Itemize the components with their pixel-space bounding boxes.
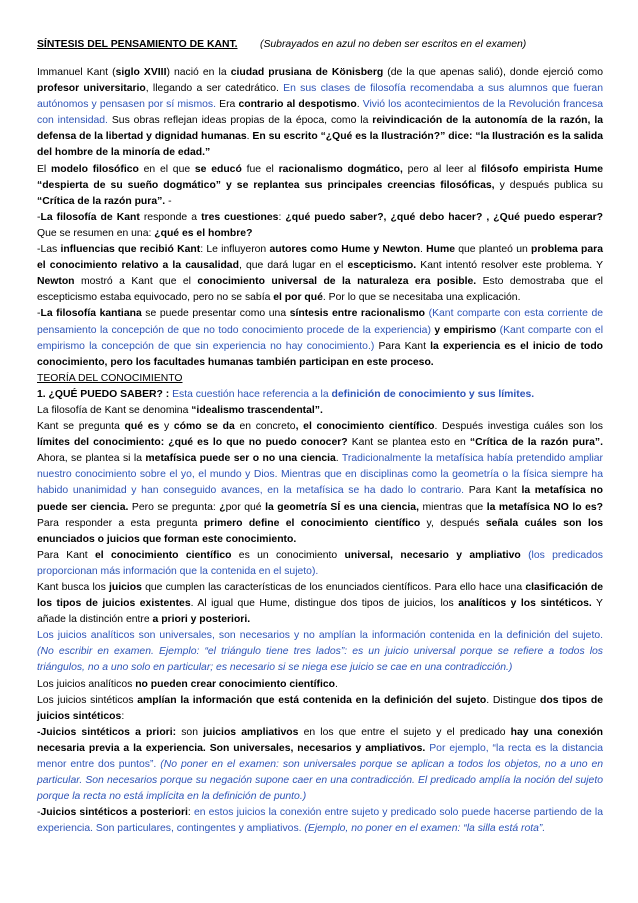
text-run: racionalismo dogmático, [278, 163, 403, 175]
text-run: : [278, 211, 286, 223]
text-run: universal, necesario y ampliativo [344, 549, 521, 561]
text-run: reivindicación de la autonomía de la razón, la defensa de la libertad y dignidad humanas [37, 115, 603, 143]
text-run: no pueden crear conocimiento científico [135, 678, 335, 690]
text-run: (de la que apenas salió), donde ejerció como [383, 67, 603, 78]
text-run: Que se resumen en una: [37, 227, 155, 239]
text-run: que cumplen las características de los enunciados científicos. Para ello hace una [141, 582, 526, 593]
text-run: , que dará lugar en el [238, 260, 348, 272]
text-run: Esto demostraba que el escepticismo estaba equivocado, pero no se sabía [37, 276, 603, 304]
text-run: - [37, 807, 41, 819]
text-run: Pero se pregunta: [128, 501, 220, 513]
text-run: en concreto [234, 421, 296, 433]
text-run: El [37, 163, 51, 175]
text-run: , llegando a ser catedrático. [145, 83, 284, 95]
text-run: filósofo empirista Hume [480, 163, 604, 175]
text-run: es un conocimiento [231, 549, 345, 561]
text-run: hay una conexión necesaria previa a la experiencia. Son universales, necesarios y ampliativos. [37, 726, 603, 754]
text-run: síntesis entre racionalismo [289, 308, 426, 320]
paragraph [37, 419, 603, 548]
text-run: tres cuestiones [201, 211, 279, 223]
text-run: TEORÍA DEL CONOCIMIENTO [37, 372, 183, 384]
text-run: contrario al despotismo [238, 99, 357, 111]
text-run: qué es [124, 421, 160, 433]
text-run: Kant se plantea esto en [347, 437, 470, 449]
text-run: se educó [194, 163, 242, 175]
paragraph [37, 693, 603, 725]
text-run: ciudad prusiana de Könisberg [230, 67, 384, 78]
text-run: clasificación de los tipos de juicios existentes [37, 582, 604, 610]
text-run: Para responder a esta pregunta [37, 517, 204, 529]
text-run: metafísica puede ser o no una ciencia [145, 453, 336, 465]
text-run: mostró a Kant que el [74, 276, 198, 288]
text-run: amplían la información que está contenida en la definición del sujeto [137, 694, 487, 706]
text-run: . Distingue [486, 694, 541, 706]
text-run: (Kant comparte con esta corriente de pensamiento la concepción de que no todo conocimiento procede de la experiencia) [37, 308, 604, 336]
text-run: son [176, 726, 204, 738]
text-run: el por qué [273, 292, 323, 304]
text-run: La filosofía kantiana [40, 308, 142, 320]
paragraph [37, 162, 603, 210]
text-run: la experiencia es el inicio de todo conocimiento, pero los facultades humanas también participan en este proceso. [37, 340, 604, 368]
text-run: ) nació en la [166, 67, 231, 78]
text-run: : Le influyeron [200, 244, 270, 256]
paragraph [37, 210, 603, 242]
text-run: escepticismo. [347, 260, 417, 272]
text-run: en estos juicios la conexión entre sujeto y predicado solo puede hacerse partiendo de la experiencia. Son particulares, contingentes y ampliativos. [37, 807, 603, 835]
text-run: Por ejemplo, “la recta es la distancia menor entre dos puntos”. [37, 742, 604, 771]
text-run: “Crítica de la razón pura”. [469, 437, 603, 449]
text-run: . [246, 131, 253, 143]
text-run: Newton [37, 276, 75, 288]
text-run: mientras que [418, 501, 487, 513]
text-run: “idealismo trascendental”. [191, 404, 323, 416]
text-run: en el que [138, 163, 195, 175]
text-run: : [187, 807, 194, 819]
text-run: el conocimiento científico [94, 549, 232, 561]
text-run [521, 550, 528, 561]
text-run: . [335, 453, 342, 465]
text-run: cómo se da [173, 421, 235, 433]
text-run: que planteó un [454, 244, 532, 256]
text-run: - [37, 308, 41, 320]
text-run: Los juicios sintéticos [37, 694, 138, 706]
text-run: responde a [139, 211, 202, 223]
text-run: ¿qué es el hombre? [154, 227, 253, 239]
text-run: analíticos y los sintéticos. [458, 598, 592, 610]
text-run: . [419, 244, 427, 256]
text-run: . [356, 99, 363, 111]
text-run: (los predicados proporcionan más información que la contenida en el sujeto). [37, 549, 603, 577]
text-run: (Kant comparte con el empirismo la concepción de que sin experiencia no hay conocimiento.) [37, 324, 604, 352]
paragraph [37, 628, 603, 676]
paragraph [37, 242, 603, 306]
text-run: y después publica su [494, 179, 603, 191]
text-run: (No escribir en examen. Ejemplo: “el triángulo tiene tres lados”: es un juicio universal porque se refiere a todos los triángulos, no a uno solo en particular; es necesario si se niega ese juicio se cae en una contradicción.) [37, 646, 603, 674]
text-run: . Por lo que se necesitaba una explicación. [322, 292, 521, 304]
paragraph [37, 387, 603, 403]
paragraph [37, 677, 603, 693]
text-run: en los que entre el sujeto y el predicado [298, 726, 511, 738]
text-run: juicios [108, 582, 142, 593]
text-run: Immanuel Kant ( [37, 67, 116, 78]
text-run: La filosofía de Kant se denomina [37, 404, 192, 416]
text-run: autores como Hume y Newton [269, 244, 420, 256]
text-run: (No poner en el examen: son universales porque se aplican a todos los objetos, no a uno en particular. Son necesarios porque su negación supone caer en una contradicción. El predicado amplía la noción del sujeto porque la recta no está implícita en la definición de punto.) [37, 759, 604, 803]
text-run: Y añade la distinción entre [37, 598, 603, 626]
text-run: definición de conocimiento y sus límites. [331, 388, 535, 400]
text-run: Hume [426, 244, 455, 256]
text-run: límites del conocimiento: ¿qué es lo que no puedo conocer? [37, 437, 348, 449]
text-run: . Al igual que Hume, distingue dos tipos de juicios, los [190, 598, 459, 610]
document-title: SÍNTESIS DEL PENSAMIENTO DE KANT. [37, 39, 238, 50]
text-run: Para Kant [464, 485, 522, 497]
text-run: y empirismo [434, 324, 497, 336]
text-run: . Después investiga cuáles son los [434, 421, 603, 433]
text-run: -Juicios sintéticos a priori: [37, 726, 177, 738]
paragraph [37, 306, 603, 370]
text-run: siglo XVIII [115, 67, 167, 78]
text-run: profesor universitario [37, 83, 146, 95]
text-run: la metafísica no puede ser ciencia. [37, 485, 603, 513]
title-note: (Subrayados en azul no deben ser escritos en el examen) [260, 39, 527, 50]
paragraph [37, 371, 603, 387]
text-run: y [159, 421, 174, 433]
text-run: En sus clases de filosofía recomendaba a sus alumnos que fueran autónomos y pensasen por sí mismos. [37, 83, 603, 111]
text-run: se puede presentar como una [141, 308, 290, 320]
text-run: : [121, 710, 125, 722]
title-row [37, 37, 603, 53]
text-run: Vivió los acontecimientos de la Revolución francesa con intensidad. [37, 99, 603, 127]
paragraph [37, 805, 603, 837]
text-run: Kant se pregunta [37, 421, 125, 433]
paragraph [37, 403, 603, 419]
paragraph [37, 65, 603, 162]
text-run: Juicios sintéticos a posteriori [40, 807, 188, 819]
text-run: pero al leer al [402, 163, 481, 175]
text-run: Esta cuestión hace referencia a la [172, 388, 332, 400]
text-run: Ahora, se plantea si la [37, 453, 146, 465]
text-run: influencias que recibió Kant [60, 244, 201, 256]
text-run: -Las [37, 244, 61, 256]
text-run: En su escrito “¿Qué es la Ilustración?” dice: “la Ilustración es la salida del hombre de la minoría de edad.” [37, 131, 604, 159]
paragraph [37, 548, 603, 580]
text-run: la metafísica NO lo es? [486, 501, 604, 513]
document-body [37, 65, 603, 838]
paragraph [37, 580, 603, 628]
text-run: La filosofía de Kant [40, 211, 140, 223]
text-run: a priori y posteriori. [152, 614, 251, 626]
text-run: por qué [225, 501, 266, 513]
text-run: - [37, 211, 41, 223]
paragraph [37, 725, 603, 805]
text-run: y, después [420, 517, 486, 529]
text-run: Los juicios analíticos son universales, son necesarios y no amplían la información contenida en la definición del sujeto. [37, 630, 603, 642]
text-run: juicios ampliativos [203, 726, 299, 738]
text-run: modelo filosófico [51, 163, 139, 175]
text-run: “despierta de su sueño dogmático” y se replantea sus principales creencias filosóficas, [37, 179, 495, 191]
text-run: (Ejemplo, no poner en el examen: “la silla está rota”. [304, 823, 546, 835]
document-page [37, 37, 603, 838]
text-run: . [334, 678, 338, 690]
text-run: , el conocimiento científico [295, 421, 435, 433]
text-run: Sus obras reflejan ideas propias de la época, como la [107, 115, 373, 127]
text-run: Era [216, 99, 239, 111]
text-run: problema para el conocimiento relativo a la causalidad [37, 244, 603, 272]
text-run: primero define el conocimiento científico [203, 517, 421, 529]
text-run: ¿qué puedo saber?, ¿qué debo hacer? , ¿Qué puedo esperar? [285, 211, 604, 223]
text-run: Kant busca los [37, 582, 109, 593]
text-run: - [165, 195, 172, 207]
text-run: señala cuáles son los enunciados o juicios que forman este conocimiento. [37, 517, 603, 545]
text-run: ¿ [219, 501, 226, 513]
text-run: Para Kant [374, 340, 431, 352]
text-run: conocimiento universal de la naturaleza era posible. [197, 276, 477, 288]
text-run: dos tipos de juicios sintéticos [37, 694, 603, 722]
text-run: “Crítica de la razón pura”. [37, 195, 166, 207]
text-run: Para Kant [37, 549, 95, 561]
text-run: la geometría SÍ es una ciencia, [265, 501, 419, 513]
text-run: Kant intentó resolver este problema. Y [416, 260, 604, 272]
text-run: Tradicionalmente la metafísica había pretendido ampliar nuestro conocimiento sobre el yo, el mundo y Dios. Mientras que en disciplinas como la geometría o la física siempre ha habido unanimidad y han conseguido avances, en la metafísica se ha dado lo contrario. [37, 453, 603, 497]
text-run: Los juicios analíticos [37, 678, 136, 690]
text-run: fue el [241, 163, 279, 175]
text-run: 1. ¿QUÉ PUEDO SABER? : [37, 388, 170, 400]
